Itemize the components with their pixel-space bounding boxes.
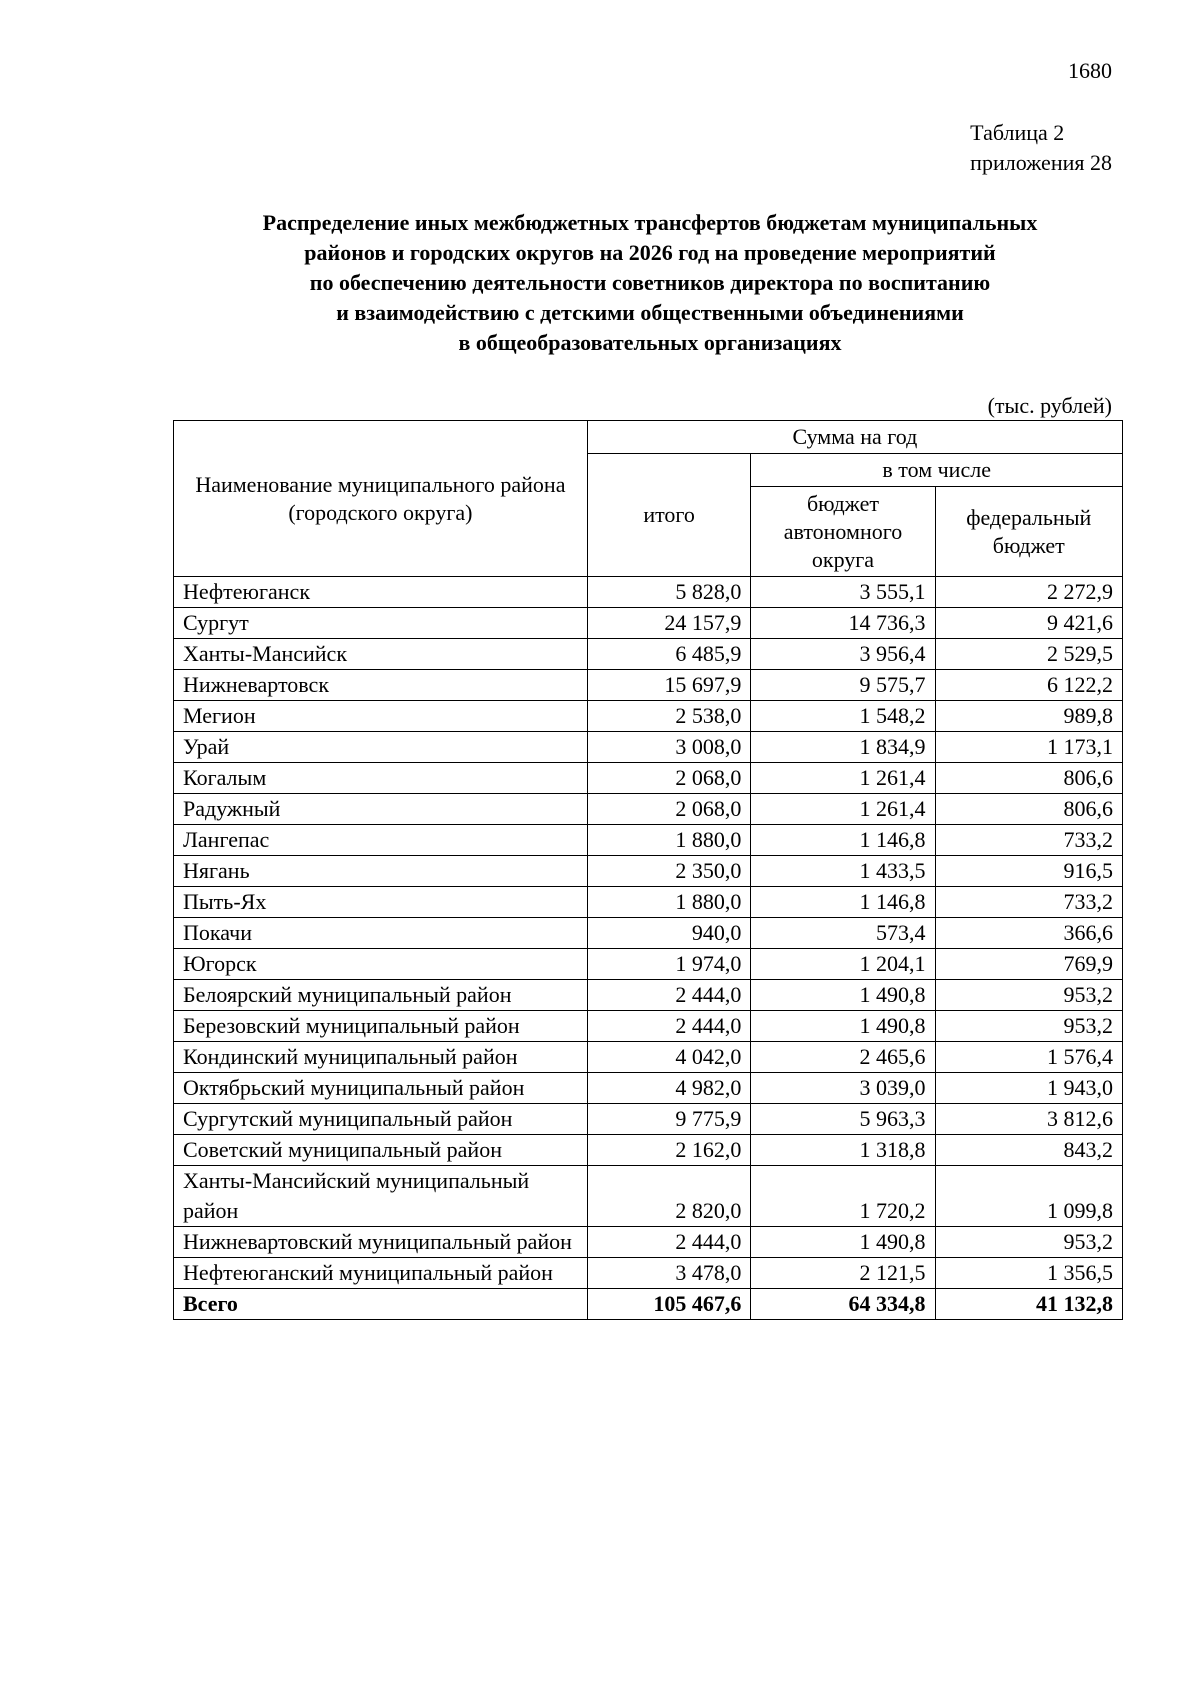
row-total: 2 068,0: [587, 794, 751, 825]
row-total: 6 485,9: [587, 639, 751, 670]
row-name: Березовский муниципальный район: [174, 1011, 588, 1042]
table-row: [174, 1258, 1123, 1289]
row-regional: 1 490,8: [751, 1011, 935, 1042]
table-row: [174, 639, 1123, 670]
row-federal: 733,2: [935, 887, 1122, 918]
row-regional: 1 490,8: [751, 980, 935, 1011]
row-federal: 916,5: [935, 856, 1122, 887]
total-label: Всего: [174, 1289, 588, 1320]
total-regional: 64 334,8: [751, 1289, 935, 1320]
row-total: 1 880,0: [587, 887, 751, 918]
table-row: [174, 980, 1123, 1011]
appendix-number: приложения 28: [970, 150, 1112, 175]
row-federal: 953,2: [935, 1227, 1122, 1258]
table-row: [174, 887, 1123, 918]
row-total: 9 775,9: [587, 1104, 751, 1135]
header-including: в том числе: [751, 454, 1123, 487]
row-federal: 806,6: [935, 794, 1122, 825]
row-federal: 2 272,9: [935, 577, 1122, 608]
row-regional: 3 956,4: [751, 639, 935, 670]
row-regional: 1 261,4: [751, 794, 935, 825]
row-federal: 1 356,5: [935, 1258, 1122, 1289]
table-row: [174, 1104, 1123, 1135]
row-federal: 1 099,8: [935, 1166, 1122, 1227]
table-row: [174, 1042, 1123, 1073]
page-number: 1680: [1068, 58, 1112, 83]
row-total: 4 042,0: [587, 1042, 751, 1073]
row-name: Ханты-Мансийск: [174, 639, 588, 670]
table-row: [174, 1227, 1123, 1258]
row-name: Радужный: [174, 794, 588, 825]
table-row: [174, 1135, 1123, 1166]
table-row: [174, 918, 1123, 949]
row-regional: 5 963,3: [751, 1104, 935, 1135]
table-reference: [970, 118, 1112, 178]
row-federal: 733,2: [935, 825, 1122, 856]
table-row: [174, 608, 1123, 639]
row-regional: 1 146,8: [751, 825, 935, 856]
row-regional: 1 146,8: [751, 887, 935, 918]
header-total: итого: [587, 454, 751, 577]
table-row: [174, 1073, 1123, 1104]
header-sum: Сумма на год: [587, 421, 1122, 454]
row-total: 1 880,0: [587, 825, 751, 856]
total-row: [174, 1289, 1123, 1320]
table-row: [174, 670, 1123, 701]
row-name: Покачи: [174, 918, 588, 949]
row-federal: 769,9: [935, 949, 1122, 980]
row-name: Нягань: [174, 856, 588, 887]
row-federal: 953,2: [935, 1011, 1122, 1042]
table-row: [174, 949, 1123, 980]
row-name: Ханты-Мансийский муниципальный район: [174, 1166, 588, 1227]
row-federal: 843,2: [935, 1135, 1122, 1166]
row-name: Мегион: [174, 701, 588, 732]
row-name: Советский муниципальный район: [174, 1135, 588, 1166]
row-total: 2 444,0: [587, 1011, 751, 1042]
row-federal: 3 812,6: [935, 1104, 1122, 1135]
row-name: Нефтеюганский муниципальный район: [174, 1258, 588, 1289]
row-name: Лангепас: [174, 825, 588, 856]
row-regional: 1 490,8: [751, 1227, 935, 1258]
row-regional: 3 039,0: [751, 1073, 935, 1104]
row-federal: 2 529,5: [935, 639, 1122, 670]
table-row: [174, 1166, 1123, 1227]
row-total: 2 350,0: [587, 856, 751, 887]
title-line: районов и городских округов на 2026 год на проведение мероприятий: [304, 240, 996, 265]
table-number: Таблица 2: [970, 120, 1065, 145]
row-name: Урай: [174, 732, 588, 763]
title-line: Распределение иных межбюджетных трансфертов бюджетам муниципальных: [262, 210, 1038, 235]
row-regional: 1 720,2: [751, 1166, 935, 1227]
row-federal: 953,2: [935, 980, 1122, 1011]
header-name: Наименование муниципального района (городского округа): [174, 421, 588, 577]
row-regional: 1 548,2: [751, 701, 935, 732]
header-regional-budget: бюджет автономного округа: [751, 487, 935, 577]
row-total: 2 538,0: [587, 701, 751, 732]
row-federal: 1 943,0: [935, 1073, 1122, 1104]
document-title: [170, 208, 1130, 358]
row-regional: 3 555,1: [751, 577, 935, 608]
row-regional: 1 204,1: [751, 949, 935, 980]
row-regional: 1 318,8: [751, 1135, 935, 1166]
row-name: Когалым: [174, 763, 588, 794]
row-total: 2 068,0: [587, 763, 751, 794]
row-total: 2 444,0: [587, 1227, 751, 1258]
row-federal: 9 421,6: [935, 608, 1122, 639]
title-line: по обеспечению деятельности советников директора по воспитанию: [309, 270, 991, 295]
total-federal: 41 132,8: [935, 1289, 1122, 1320]
row-federal: 1 173,1: [935, 732, 1122, 763]
row-name: Сургут: [174, 608, 588, 639]
row-regional: 14 736,3: [751, 608, 935, 639]
row-total: 24 157,9: [587, 608, 751, 639]
row-name: Сургутский муниципальный район: [174, 1104, 588, 1135]
row-federal: 366,6: [935, 918, 1122, 949]
row-total: 5 828,0: [587, 577, 751, 608]
row-name: Октябрьский муниципальный район: [174, 1073, 588, 1104]
row-regional: 1 433,5: [751, 856, 935, 887]
row-name: Нефтеюганск: [174, 577, 588, 608]
table-row: [174, 825, 1123, 856]
row-total: 4 982,0: [587, 1073, 751, 1104]
row-total: 2 820,0: [587, 1166, 751, 1227]
table-row: [174, 794, 1123, 825]
row-regional: 1 834,9: [751, 732, 935, 763]
table-row: [174, 577, 1123, 608]
distribution-table: [173, 420, 1123, 1320]
title-line: в общеобразовательных организациях: [458, 330, 842, 355]
row-regional: 1 261,4: [751, 763, 935, 794]
table-row: [174, 701, 1123, 732]
total-sum: 105 467,6: [587, 1289, 751, 1320]
row-name: Пыть-Ях: [174, 887, 588, 918]
row-regional: 9 575,7: [751, 670, 935, 701]
table-row: [174, 1011, 1123, 1042]
row-name: Югорск: [174, 949, 588, 980]
row-federal: 989,8: [935, 701, 1122, 732]
row-total: 1 974,0: [587, 949, 751, 980]
table-row: [174, 856, 1123, 887]
row-regional: 2 121,5: [751, 1258, 935, 1289]
row-total: 15 697,9: [587, 670, 751, 701]
table-row: [174, 732, 1123, 763]
row-name: Нижневартовский муниципальный район: [174, 1227, 588, 1258]
row-name: Кондинский муниципальный район: [174, 1042, 588, 1073]
row-total: 2 444,0: [587, 980, 751, 1011]
row-federal: 6 122,2: [935, 670, 1122, 701]
row-total: 3 478,0: [587, 1258, 751, 1289]
row-regional: 573,4: [751, 918, 935, 949]
row-regional: 2 465,6: [751, 1042, 935, 1073]
title-line: и взаимодействию с детскими общественными объединениями: [336, 300, 964, 325]
table-row: [174, 763, 1123, 794]
header-federal-budget: федеральный бюджет: [935, 487, 1122, 577]
row-total: 940,0: [587, 918, 751, 949]
row-federal: 1 576,4: [935, 1042, 1122, 1073]
row-name: Нижневартовск: [174, 670, 588, 701]
units-label: (тыс. рублей): [987, 393, 1112, 418]
row-name: Белоярский муниципальный район: [174, 980, 588, 1011]
row-total: 2 162,0: [587, 1135, 751, 1166]
row-total: 3 008,0: [587, 732, 751, 763]
row-federal: 806,6: [935, 763, 1122, 794]
